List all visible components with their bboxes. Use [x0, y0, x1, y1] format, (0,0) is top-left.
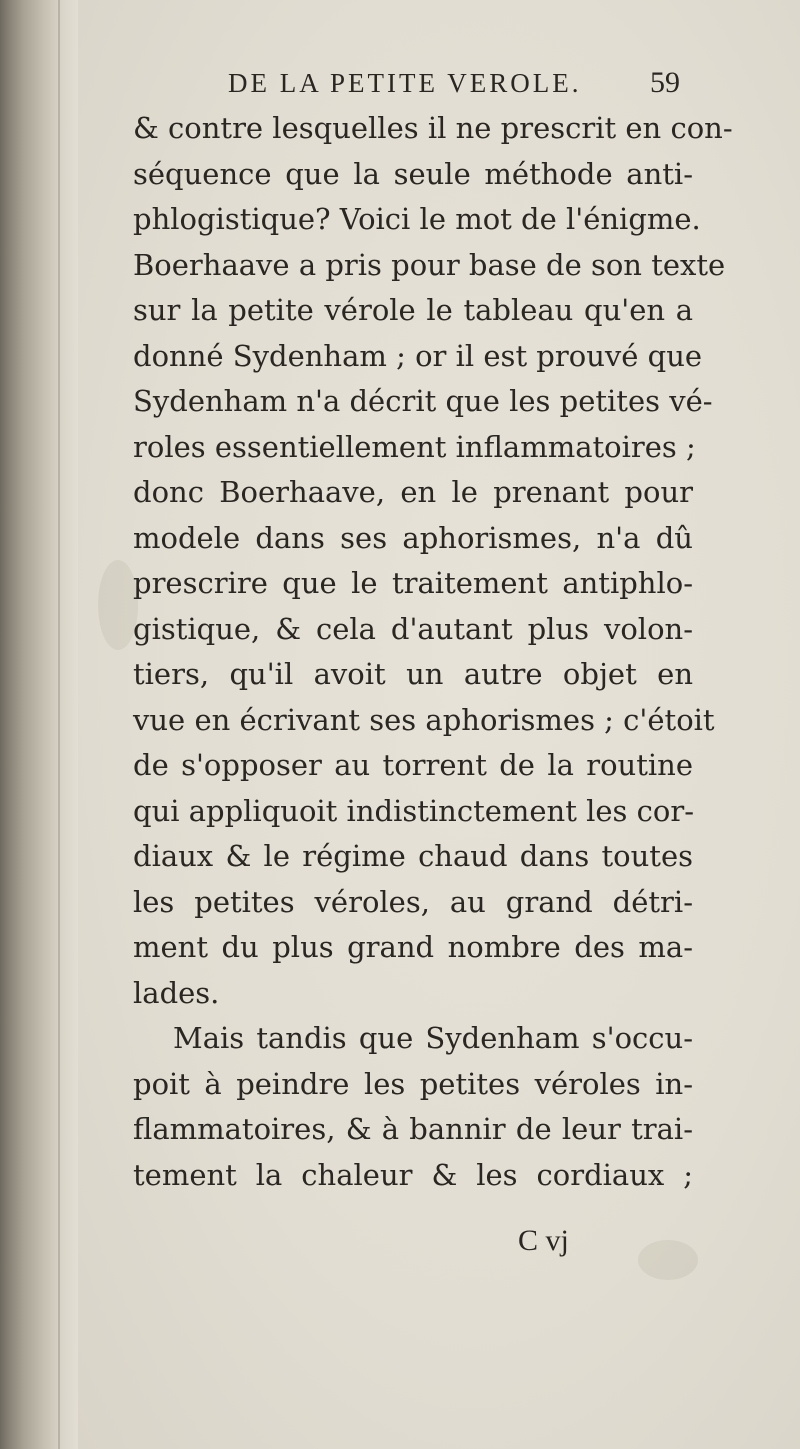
text-line: donné Sydenham ; or il est prouvé que	[133, 338, 703, 373]
paper-stain	[638, 1240, 698, 1280]
text-line: séquence que la seule méthode anti-	[133, 156, 693, 191]
text-line: prescrire que le traitement antiphlo-	[133, 566, 693, 600]
paper-stain	[98, 560, 138, 650]
running-head	[228, 62, 698, 112]
binding-gutter	[0, 0, 78, 1449]
text-line: vue en écrivant ses aphorismes ; c'étoit	[133, 702, 715, 737]
text-line: lades.	[133, 975, 220, 1010]
text-line: sur la petite vérole le tableau qu'en a	[133, 293, 693, 327]
text-line: poit à peindre les petites véroles in-	[133, 1066, 693, 1101]
page-number: 59	[650, 66, 680, 99]
running-head-title: DE LA PETITE VEROLE.	[228, 68, 582, 98]
text-line: Mais tandis que Sydenham s'occu-	[173, 1021, 693, 1055]
text-line: Boerhaave a pris pour base de son texte	[133, 247, 726, 282]
text-line: de s'opposer au torrent de la routine	[133, 748, 693, 782]
text-line: modele dans ses aphorismes, n'a dû	[133, 520, 693, 555]
text-line: diaux & le régime chaud dans toutes	[133, 839, 693, 873]
text-line: flammatoires, & à bannir de leur trai-	[133, 1112, 693, 1146]
text-line: roles essentiellement inflammatoires ;	[133, 429, 696, 464]
text-line: tiers, qu'il avoit un autre objet en	[133, 657, 693, 691]
text-line: les petites véroles, au grand détri-	[133, 884, 693, 919]
text-line: ment du plus grand nombre des ma-	[133, 930, 693, 964]
text-line: Sydenham n'a décrit que les petites vé-	[133, 384, 713, 418]
text-line: qui appliquoit indistinctement les cor-	[133, 793, 694, 828]
signature-mark: C vj	[518, 1224, 569, 1257]
text-line: tement la chaleur & les cordiaux ;	[133, 1157, 693, 1192]
binding-fold-line	[58, 0, 60, 1449]
text-line: donc Boerhaave, en le prenant pour	[133, 475, 693, 509]
text-line: phlogistique? Voici le mot de l'énigme.	[133, 202, 701, 236]
text-line: gistique, & cela d'autant plus volon-	[133, 611, 693, 646]
body-text	[133, 106, 733, 1198]
text-line: & contre lesquelles il ne prescrit en con-	[133, 111, 733, 145]
